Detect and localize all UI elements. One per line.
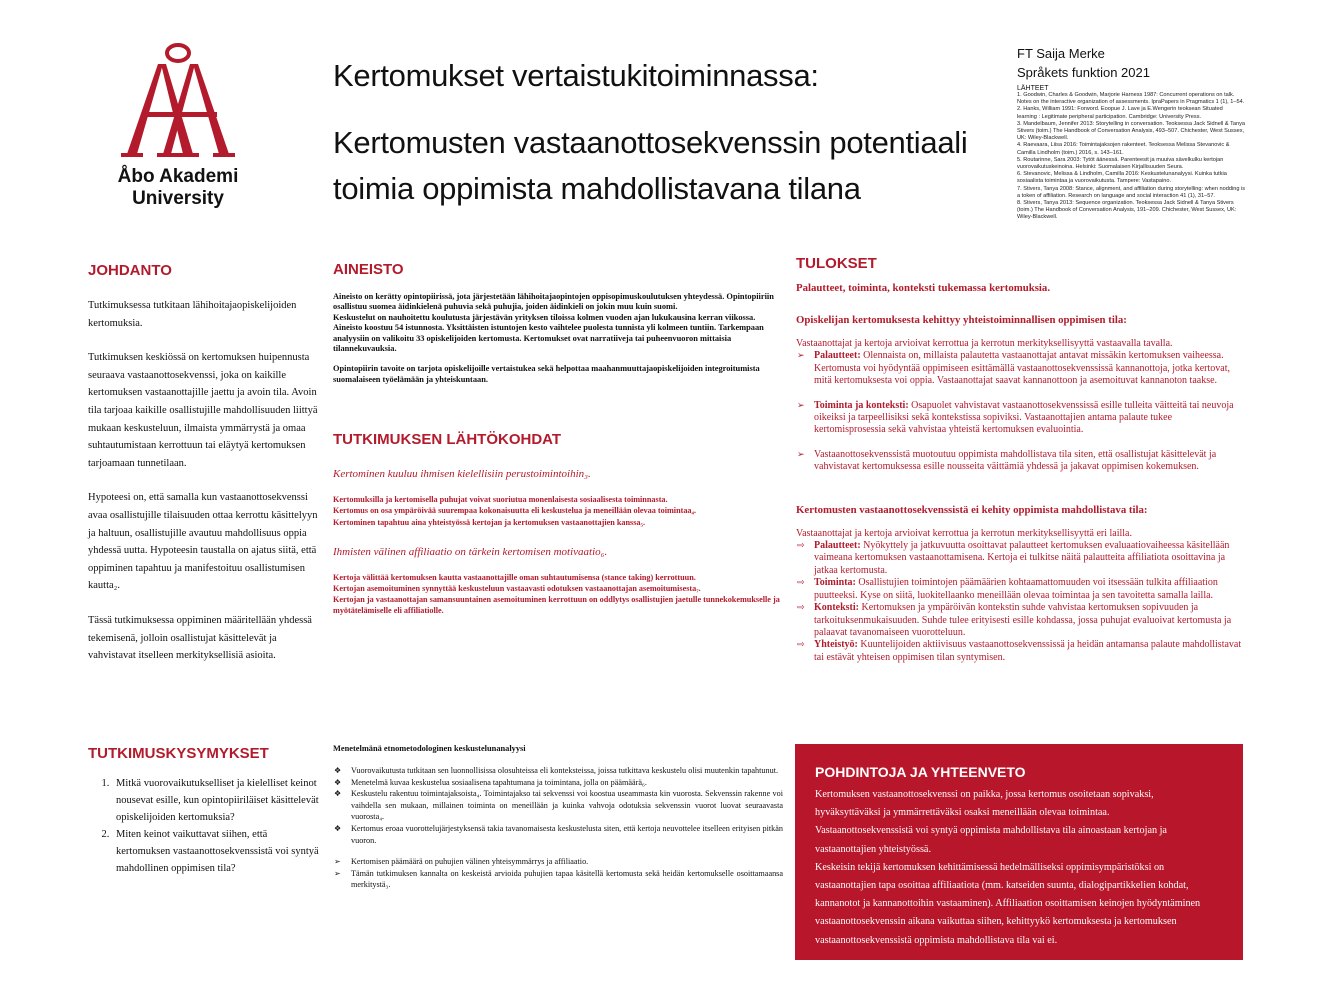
summary-box	[795, 744, 1243, 960]
section-aineisto	[333, 261, 783, 617]
section-tulokset	[796, 255, 1244, 664]
arrow-bullet-icon: ➢	[334, 857, 341, 867]
arrow-bullet-icon: ➢	[797, 351, 805, 362]
reference-line: a token of affiliation. Research on language and social interaction 41 (1), 31–57.	[1017, 192, 1215, 199]
double-arrow-bullet-icon: ⇨	[797, 541, 805, 552]
double-arrow-bullet-icon: ⇨	[797, 603, 805, 614]
reference-line: 1. Goodwin, Charles & Goodwin, Marjorie Harness 1987: Concurrent operations on talk.	[1017, 92, 1235, 98]
aineisto-paragraph-2: Keskustelut on nauhoitettu koulutusta järjestävän yrityksen tiloissa kolmen vuoden ajan lukukausina kerran viikossa. Aineisto koostuu 54 istunnosta. Yksittäisten istuntojen kesto vaihtelee puolesta tunnista yli kolmeen tuntiin. Tarkempaan analyysiin on valikoitu 33 opiskelijoiden kertomusta. Kertomukset ovat narratiiveja tai puheenvuoron mittaisia tilannekuvauksia.	[333, 312, 764, 354]
author-name: FT Saija Merke	[1017, 46, 1105, 61]
lahtokohdat-line: Kertomuksilla ja kertomisella puhujat voivat suoriutua monenlaisesta sosiaalisesta toiminnasta.	[333, 495, 668, 505]
diamond-bullet-icon: ❖	[334, 789, 342, 799]
johdanto-paragraph-1: Tutkimuksessa tutkitaan lähihoitajaopiskelijoiden kertomuksia.	[88, 300, 297, 329]
lahtokohdat-subheading-1: Kertominen kuuluu ihmisen kielellisiin perustoimintoihin₃.	[333, 468, 591, 481]
method-list	[333, 765, 783, 846]
arrow-bullet-icon: ➢	[797, 400, 805, 411]
johdanto-paragraph-4: Tässä tutkimuksessa oppiminen määritellään yhdessä tekemisenä, jolloin osallistujat käsittelevät ja vahvistavat itselleen merkityksellisiä asioita.	[88, 614, 312, 662]
tulokset-bad-heading: Kertomusten vastaanottosekvenssistä ei kehity oppimista mahdollistava tila:	[796, 503, 1148, 516]
title-line-2: Kertomusten vastaanottosekvenssin potentiaali	[333, 125, 968, 160]
lahtokohdat-subheading-2: Ihmisten välinen affiliaatio on tärkein kertomisen motivaatio₆.	[333, 545, 608, 558]
abo-akademi-emblem-icon	[113, 42, 243, 160]
title-line-1: Kertomukset vertaistukitoiminnassa:	[333, 58, 819, 93]
johdanto-heading: JOHDANTO	[88, 262, 172, 279]
summary-paragraph-3: Keskeisin tekijä kertomuksen kehittämisessä hedelmälliseksi oppimisympäristöksi on vastaanottajien tapa osoittaa affiliaatiota (mm. katseiden suunta, dialogipartikkelien kohdat, kannanotot ja kannanottoihin vastaaminen). Affiliaation osoittamisen keinojen hyödyntäminen vastaanottosekvenssin aikana vaikuttaa siihen, kehittyykö kertomuksesta ja kertomuksen vastaanottosekvenssistä oppimista mahdollistava tila vai ei.	[815, 861, 1201, 946]
aineisto-heading: AINEISTO	[333, 261, 404, 278]
lahtokohdat-line: Kertoja välittää kertomuksen kautta vastaanottajille oman suhtautumisensa (stance taking) kerrottuun.	[333, 572, 696, 582]
references	[1017, 44, 1249, 222]
lahtokohdat-line: Kertojan ja vastaanottajan samansuuntainen asemoituminen kerrottuun on oddlytys osallistujien jaetulle tunnekokemukselle ja myötätelämiselle eli affiliatiolle.	[333, 595, 780, 616]
method-item: ➢ Tämän tutkimuksen kannalta on keskeistä arvioida puhujien tapaa käsitellä kertomusta sekä heidän kertomukselle osoittamaansa merkitystä₃.	[334, 868, 783, 890]
arrow-bullet-icon: ➢	[797, 449, 805, 460]
result-item: ➢ Palautteet: Olennaista on, millaista palautetta vastaanottajat antavat missäkin kertomuksen vaiheessa. Kertomusta voi hyödyntää oppimiseen esittämällä vastaanottosekvenssissä kannanottoja, jotka kertovat, mitä kertomuksesta voi oppia. Vastaanottajat saavat kannanottoon ja asemoituvat kannanoton taakse.	[797, 350, 1231, 387]
result-item: ⇨ Konteksti: Kertomuksen ja ympäröivän kontekstin suhde vahvistaa kertomuksen sopivuuden ja tarkoituksenmukaisuuden. Suhde tulee erityisesti esille kohdassa, jossa puhujat evaluoivat kertomusta ja palaavat tavanomaiseen vuorotteluun.	[797, 602, 1232, 638]
title-line-3: toimia oppimista mahdollistavana tilana	[333, 171, 861, 206]
diamond-bullet-icon: ❖	[334, 823, 342, 833]
reference-line: Wiley-Blackwell.	[1017, 214, 1058, 221]
reference-line: learning : Legitimate peripheral participation. Cambridge: University Press.	[1017, 113, 1202, 120]
johdanto-paragraph-2: Tutkimuksen keskiössä on kertomuksen huipennusta seuraava vastaanottosekvenssi, joka on kaikille kertomuksen vastaanottajille jaettu ja avoin tila. Avoin tila tarjoaa kaikille osallistujille mahdollisuuden liittyä mukaan keskusteluun, ilmaista ymmärrystä ja omaa suhtautumistaan kerrottuun tai eläytyä kertomuksen tarjoamaan tunnetilaan.	[88, 352, 318, 469]
reference-line: UK: Wiley-Blackwell.	[1017, 135, 1069, 142]
reference-line: vuorovaikutuskeinoina. Helsinki: Suomalaisen Kirjallisuuden Seura.	[1017, 164, 1184, 171]
section-johdanto	[88, 262, 320, 665]
summary-heading: POHDINTOJA JA YHTEENVETO	[815, 764, 1026, 780]
event-name: Språkets funktion 2021	[1017, 65, 1150, 80]
johdanto-paragraph-3: Hypoteesi on, että samalla kun vastaanottosekvenssi avaa osallistujille tilaisuuden ottaa kerrottu käsittelyyn ja haltuun, osallistujille avautuu mahdollisuus oppia yhdessä uutta. Hypoteesin taustalla on ajatus siitä, että oppiminen tapahtuu ja manifestoituu osallistumisen kautta₂.	[88, 492, 318, 592]
research-question: 2. Miten keinot vaikuttavat siihen, että kertomuksen vastaanottosekvenssistä voi syntyä mahdollinen oppimisen tila?	[112, 827, 323, 877]
tulokset-bad-intro: Vastaanottajat ja kertoja arvioivat kerrottua ja kerrotun merkityksellisyyttä eri lailla.	[796, 527, 1132, 539]
double-arrow-bullet-icon: ⇨	[797, 578, 805, 589]
reference-line: 3. Mandelbaum, Jennifer 2013: Storytelling in conversation. Teoksessa Jack Sidnell & Tanya	[1017, 120, 1246, 127]
reference-line: 6. Stevanovic, Melissa & Lindholm, Camilla 2016: Keskustelunanalyysi. Kuinka tutkia	[1017, 171, 1227, 178]
poster-title	[333, 56, 983, 212]
reference-line: sosiaalista toimintaa ja vuorovaikutusta. Tampere: Vastapaino.	[1017, 178, 1172, 185]
kysymykset-heading: TUTKIMUSKYSYMYKSET	[88, 745, 269, 762]
method-list-2	[333, 856, 783, 891]
result-item: ➢ Vastaanottosekvenssistä muotoutuu oppimista mahdollistava tila siten, että osallistujat käsittelevät ja vahvistavat kertomuksessa esille nousseita väittämiä yhdessä ja jakavat oppimisen kokemuksen.	[797, 448, 1217, 473]
lahtokohdat-line: Kertojan asemoituminen synnyttää keskusteluun vastaavasti odotuksen vastaanottajan asemoitumisesta₇.	[333, 584, 701, 594]
method-item: ❖ Menetelmä kuvaa keskustelua sosiaalisena tapahtumana ja toimintana, jolla on päämäärä₆.	[334, 777, 647, 787]
reference-line: (toim.) The Handbook of Conversation Analysis, 191–209. Chichester, West Sussex, UK:	[1017, 207, 1237, 214]
tulokset-subheading: Palautteet, toiminta, konteksti tukemassa kertomuksia.	[796, 282, 1051, 294]
logo-line-2: University	[132, 188, 224, 209]
aineisto-paragraph-1: Aineisto on kerätty opintopiirissä, jota järjestetään lähihoitajaopintojen oppisopimuskoulutuksen yhteydessä. Opintopiiriin osallistuu suomea äidinkielenä puhuvia sekä puhujia, joiden äidinkieli on jokin muu kuin suomi.	[333, 292, 774, 312]
reference-line: Camilla Lindholm (toim.) 2016, s. 143–161.	[1017, 149, 1124, 156]
diamond-bullet-icon: ❖	[334, 777, 342, 787]
reference-line: 4. Raevaara, Liisa 2016: Toimintajaksojen rakenteet. Teoksessa Melissa Stevanovic &	[1017, 142, 1230, 149]
lahtokohdat-line: Kertominen tapahtuu aina yhteistyössä kertojan ja kertomuksen vastaanottajien kanssa₅.	[333, 517, 646, 527]
result-item: ⇨ Palautteet: Nyökyttely ja jatkuvuutta osoittavat palautteet kertomuksen evaluaatiovaiheessa käsitellään vaimeana kertomuksen vastaanottamisena. Kertoja ei tulkitse näitä palautteita affiliatiota osoittavina ja jatkaa kertomusta.	[797, 540, 1230, 576]
tulokset-good-heading: Opiskelijan kertomuksesta kehittyy yhteistoiminnallisen oppimisen tila:	[796, 314, 1127, 326]
result-item: ➢ Toiminta ja konteksti: Osapuolet vahvistavat vastaanottosekvenssissä esille tulleita väitteitä tai neuvoja oikeiksi ja tarpeellisiksi sekä kontekstissa sopiviksi. Vastaanottajien antama palaute tukee kertomisprosessia sekä vahvistaa yhteistä kertomuksen evaluointia.	[797, 399, 1234, 436]
reference-line: 7. Stivers, Tanya 2008: Stance, alignment, and affiliation during storytelling: when nodding is	[1017, 185, 1246, 192]
reference-line: 5. Routarinne, Sara 2003: Tytöt äänessä. Parenteesit ja muuiva sävelkulku kertojan	[1017, 156, 1224, 163]
method-item: ❖ Vuorovaikutusta tutkitaan sen luonnollisissa olosuhteissa eli konteksteissa, joissa tutkittava keskustelu olisi muutenkin tapahtunut.	[334, 766, 779, 775]
summary-paragraph-1: Kertomuksen vastaanottosekvenssi on paikka, jossa kertomus osoitetaan sopivaksi, hyväksyttäväksi ja ymmärrettäväksi osaksi meneillään olevaa toimintaa.	[815, 789, 1154, 819]
lahtokohdat-line: Kertomus on osa ympäröivää suurempaa kokonaisuutta eli keskustelua ja meneillään olevaa toimintaa₄.	[333, 506, 697, 516]
diamond-bullet-icon: ❖	[334, 766, 342, 775]
reference-list	[1017, 92, 1249, 222]
arrow-bullet-icon: ➢	[334, 868, 341, 878]
method-item: ➢ Kertomisen päämäärä on puhujien välinen yhteisymmärrys ja affiliaatio.	[334, 857, 589, 867]
method-item: ❖ Kertomus eroaa vuorottelujärjestyksensä takia tavanomaisesta keskustelusta siten, että kertoja neuvottelee itselleen erityisen pitkän vuoron.	[334, 823, 783, 845]
reference-line: 2. Hanks, William 1991: Forword. Eoopue J. Lave ja E.Wengerin teoksean Situated	[1017, 106, 1223, 113]
section-menetelma	[333, 744, 783, 891]
method-item: ❖ Keskustelu rakentuu toimintajaksoista₄. Toimintajakso tai sekvenssi voi koostua useammasta kin vuorosta. Sekvenssin rakenne voi vaihdella sen mukaan, millainen toiminta on meneillään ja kuinka vahvoja odotuksia sekvenssin vuorot luovat seuraavasta vuorosta₄.	[334, 789, 783, 822]
university-logo	[98, 42, 258, 210]
summary-paragraph-2: Vastaanottosekvenssistä voi syntyä oppimista mahdollistava tila ainoastaan kertojan ja vastaanottajien yhteistyössä.	[815, 825, 1167, 855]
research-question-list	[88, 776, 323, 878]
aineisto-paragraph-3: Opintopiirin tavoite on tarjota opiskelijoille vertaistukea sekä helpottaa maahanmuuttajaopiskelijoiden integroitumista suomalaiseen työelämään ja yhteiskuntaan.	[333, 364, 760, 384]
lahtokohdat-heading: TUTKIMUKSEN LÄHTÖKOHDAT	[333, 431, 562, 449]
double-arrow-bullet-icon: ⇨	[797, 640, 805, 651]
research-question: 1. Mitkä vuorovaikutukselliset ja kielelliset keinot nousevat esille, kun opintopiiriläiset käsittelevät opiskelijoiden kertomuksia?	[112, 776, 323, 826]
logo-line-1: Åbo Akademi	[117, 166, 239, 187]
reference-line: Notes on the interactive organization of assessments. IpraPapers in Pragmatics 1 (1), 1–54.	[1017, 99, 1245, 106]
tulokset-good-intro: Vastaanottajat ja kertoja arvioivat kerrottua ja kerrotun merkityksellisyyttä vastaavalla tavalla.	[796, 338, 1173, 349]
reference-line: 8. Stivers, Tanya 2013: Sequence organization. Teoksessa Jack Sidnell & Tanya Stivers	[1017, 200, 1234, 207]
result-item: ⇨ Toiminta: Osallistujien toimintojen päämäärien kohtaamattomuuden voi itsessään tulkita affiliaation puutteeksi. Kyse on siitä, luokitellaanko meneillään olevaa toimintaa ja sen tavoitetta samalla lailla.	[797, 577, 1218, 601]
references-heading: LÄHTEET	[1017, 85, 1049, 92]
reference-line: Stivers (toim.) The Handbook of Conversation Analysis, 493–507. Chichester, West Sussex,	[1017, 128, 1245, 135]
menetelma-heading: Menetelmänä etnometodologinen keskustelunanalyysi	[333, 744, 526, 753]
tulokset-heading: TULOKSET	[796, 255, 877, 272]
result-item: ⇨ Yhteistyö: Kuuntelijoiden aktiivisuus vastaanottosekvenssissä ja heidän antamansa palaute mahdollistavat tai estävät yhteisen oppimisen tilan syntymisen.	[797, 639, 1242, 663]
section-tutkimuskysymykset	[88, 745, 323, 879]
